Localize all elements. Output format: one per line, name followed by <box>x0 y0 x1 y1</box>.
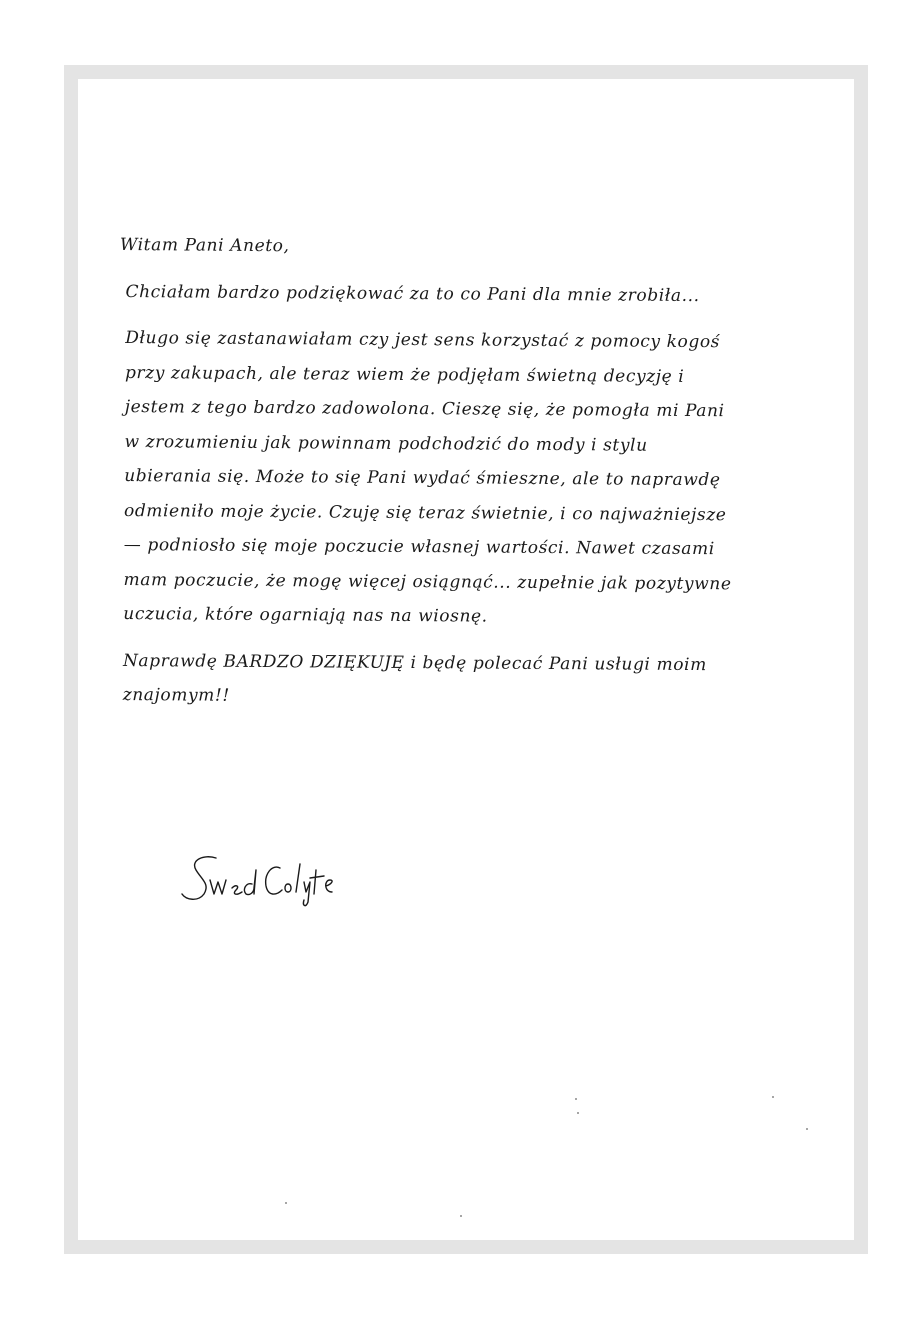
letter-paragraph-2: Długo się zastanawiałam czy jest sens korzystać z pomocy kogoś przy zakupach, ale teraz wiem że podjęłam świetną decyzję i jestem z tego bardzo zadowolona. Cieszę się, że pomogła mi Pani w zrozumieniu jak powinnam podchodzić do mody i stylu ubierania się. Może to się Pani wydać śmieszne, ale to naprawdę odmieniło moje życie. Czuję się teraz świetnie, i co najważniejsze — podniosło się moje poczucie własnej wartości. Nawet czasami mam poczucie, że mogę więcej osiągnąć... zupełnie jak pozytywne uczucia, które ogarniają nas na wiosnę. <box>123 328 732 627</box>
paper-speck <box>577 1112 579 1114</box>
letter-paragraph-3: Naprawdę BARDZO DZIĘKUJĘ i będę polecać Pani usługi moim znajomym!! <box>122 650 707 706</box>
paper-speck <box>772 1096 774 1098</box>
handwritten-signature <box>176 850 376 910</box>
letter-paragraph-1: Chciałam bardzo podziękować za to co Pani dla mnie zrobiła... <box>125 281 700 306</box>
paper-speck <box>460 1215 462 1217</box>
letter-greeting: Witam Pani Aneto, <box>119 234 290 257</box>
handwritten-letter <box>117 228 740 729</box>
paper-speck <box>285 1202 287 1204</box>
paper-speck <box>806 1128 808 1130</box>
paper-speck <box>575 1098 577 1100</box>
signature-mark <box>176 850 376 910</box>
